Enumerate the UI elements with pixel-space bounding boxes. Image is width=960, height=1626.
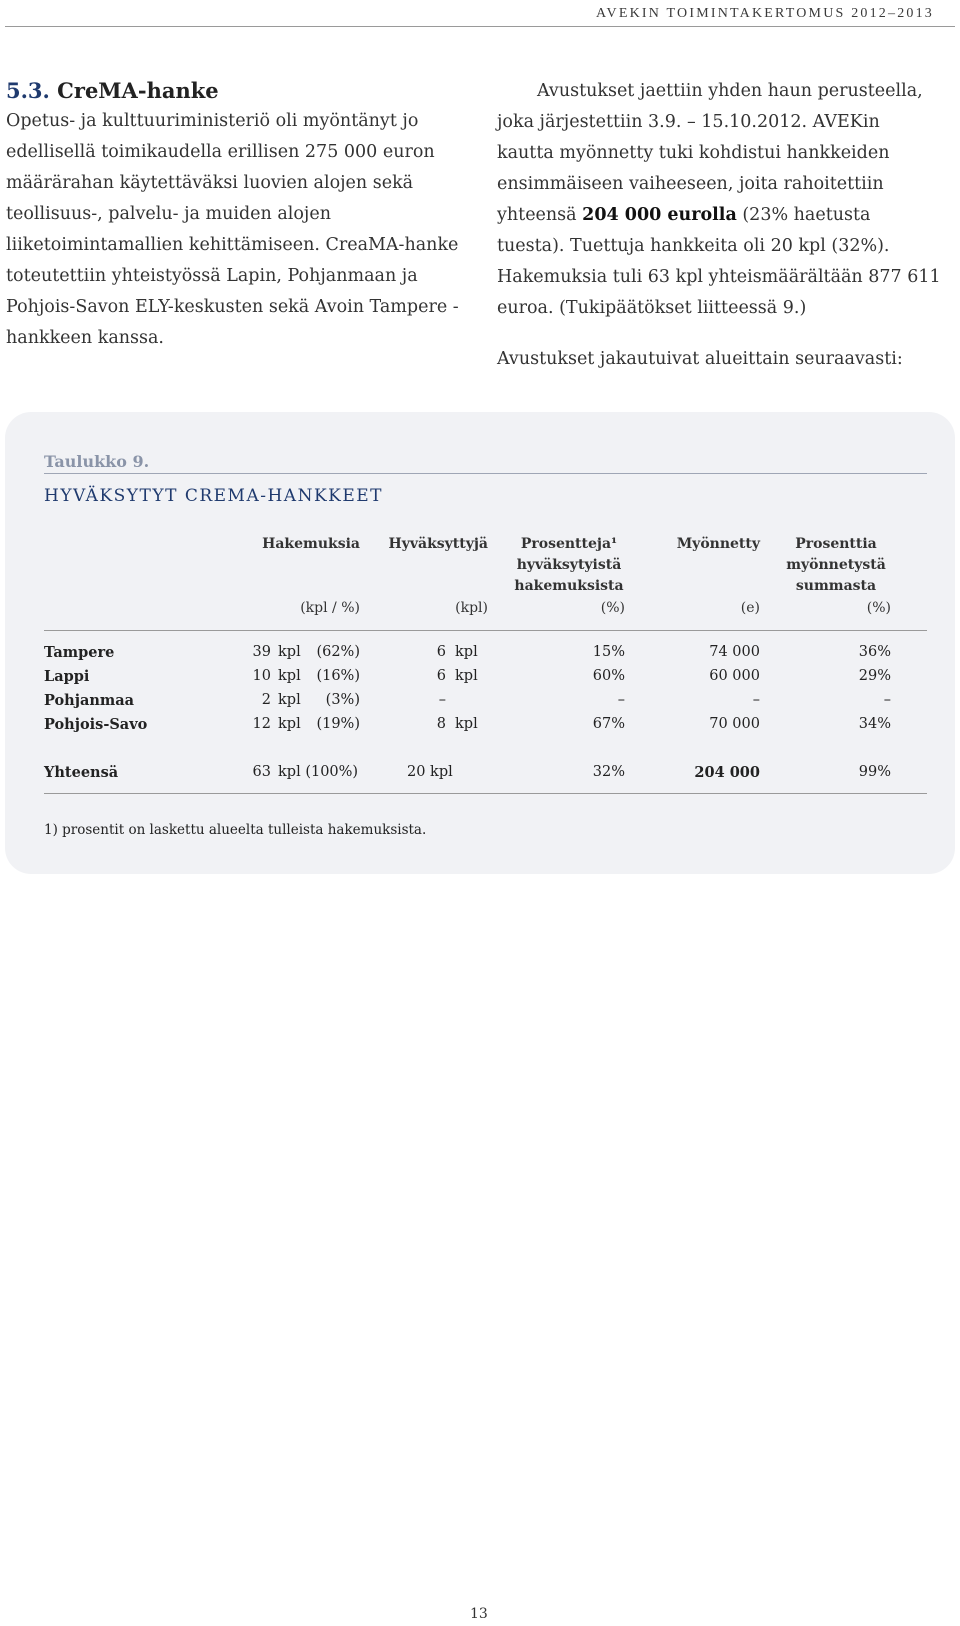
section-title xyxy=(6,76,461,106)
header-percent-granted xyxy=(778,534,894,597)
table-panel xyxy=(5,412,955,874)
row-approved-unit: kpl xyxy=(455,668,478,684)
section-heading: CreMA-hanke xyxy=(57,78,219,103)
row-approved-count: 8 xyxy=(436,716,446,732)
row-app-percent: (3%) xyxy=(325,692,360,708)
row-app-count: 39 xyxy=(252,644,271,660)
row-app-percent: (16%) xyxy=(316,668,360,684)
header-percent-granted-line2: myönnetystä xyxy=(786,557,886,573)
unit-percent-approved: (%) xyxy=(600,600,625,616)
table-title: HYVÄKSYTYT CREMA-HANKKEET xyxy=(44,486,384,506)
row-percent-approved: – xyxy=(617,692,625,708)
row-granted: 74 000 xyxy=(709,644,760,660)
row-app-unit: kpl xyxy=(278,644,301,660)
right-column xyxy=(497,76,942,375)
unit-percent-granted: (%) xyxy=(866,600,891,616)
row-percent-approved: 15% xyxy=(592,644,625,660)
total-label: Yhteensä xyxy=(44,764,119,781)
total-percent-granted: 99% xyxy=(858,764,891,780)
row-approved-count: 6 xyxy=(436,668,446,684)
row-percent-granted: – xyxy=(883,692,891,708)
total-granted: 204 000 xyxy=(694,764,760,781)
paragraph-areas-intro: Avustukset jakautuivat alueittain seuraavasti: xyxy=(497,349,903,369)
row-region: Pohjanmaa xyxy=(44,692,135,709)
table-total-row xyxy=(5,764,955,788)
unit-approved: (kpl) xyxy=(455,600,488,616)
total-percent-approved: 32% xyxy=(592,764,625,780)
running-header: AVEKIN TOIMINTAKERTOMUS 2012–2013 xyxy=(596,6,934,21)
paragraph-grants xyxy=(497,76,942,324)
row-approved-unit: kpl xyxy=(455,716,478,732)
header-approved: Hyväksyttyjä xyxy=(388,536,488,552)
unit-applications: (kpl / %) xyxy=(300,600,360,616)
row-app-percent: (62%) xyxy=(316,644,360,660)
table-rule-top xyxy=(44,630,927,631)
row-approved-count: – xyxy=(438,692,446,708)
page-number: 13 xyxy=(470,1606,488,1622)
header-percent-granted-line3: summasta xyxy=(795,578,877,594)
row-percent-granted: 34% xyxy=(858,716,891,732)
table-footnote: 1) prosentit on laskettu alueelta tulleista hakemuksista. xyxy=(44,822,427,838)
paragraph-grants-part2: (23% haetusta tuesta). Tuettuja hankkeita oli 20 kpl (32%). Hakemuksia tuli 63 kpl yhteismäärältään 877 611 euroa. (Tukipäätökset liitteessä 9.) xyxy=(497,205,941,318)
paragraph-intro: Opetus- ja kulttuuriministeriö oli myöntänyt jo edellisellä toimikaudella erillisen 275 000 euron määrärahan käytettäväksi luovien alojen sekä teollisuus-, palvelu- ja muiden alojen liiketoimintamallien kehittämiseen. CreaMA-hanke toteutettiin yhteistyössä Lapin, Pohjanmaan ja Pohjois-Savon ELY-keskusten sekä Avoin Tampere -hankkeen kanssa. xyxy=(6,111,459,348)
header-granted: Myönnetty xyxy=(676,536,760,552)
total-approved: 20 kpl xyxy=(407,764,453,780)
row-region: Tampere xyxy=(44,644,115,661)
total-app-unit: kpl (100%) xyxy=(278,764,359,780)
row-app-unit: kpl xyxy=(278,692,301,708)
row-granted: 70 000 xyxy=(709,716,760,732)
table-label-rule xyxy=(44,473,927,474)
header-percent-approved-line2: hyväksytyistä xyxy=(516,557,622,573)
table-row xyxy=(5,692,955,716)
row-percent-approved: 60% xyxy=(592,668,625,684)
row-granted: – xyxy=(752,692,760,708)
table-rule-bottom xyxy=(44,793,927,794)
table-row xyxy=(5,668,955,692)
row-region: Lappi xyxy=(44,668,90,685)
table-row xyxy=(5,716,955,740)
section-number: 5.3. xyxy=(6,78,50,103)
header-percent-approved-line3: hakemuksista xyxy=(514,578,624,594)
row-granted: 60 000 xyxy=(709,668,760,684)
header-percent-approved-line1: Prosentteja¹ xyxy=(520,536,618,552)
row-percent-granted: 29% xyxy=(858,668,891,684)
row-region: Pohjois-Savo xyxy=(44,716,148,733)
row-percent-approved: 67% xyxy=(592,716,625,732)
header-applications: Hakemuksia xyxy=(262,536,360,552)
header-percent-granted-line1: Prosenttia xyxy=(795,536,877,552)
total-app-count: 63 xyxy=(252,764,271,780)
row-approved-count: 6 xyxy=(436,644,446,660)
row-app-count: 2 xyxy=(261,692,271,708)
unit-granted: (e) xyxy=(740,600,760,616)
row-app-percent: (19%) xyxy=(316,716,360,732)
left-column xyxy=(6,76,461,354)
paragraph-grants-part1: Avustukset jaettiin yhden haun perusteella, joka järjestettiin 3.9. – 15.10.2012. AVEKin kautta myönnetty tuki kohdistui hankkeiden ensimmäiseen vaiheeseen, joita rahoitettiin yhteensä xyxy=(497,81,923,225)
row-approved-unit: kpl xyxy=(455,644,478,660)
row-app-unit: kpl xyxy=(278,668,301,684)
row-percent-granted: 36% xyxy=(858,644,891,660)
paragraph-grants-bold-amount: 204 000 eurolla xyxy=(582,205,737,225)
header-percent-approved xyxy=(505,534,633,597)
table-label: Taulukko 9. xyxy=(44,452,150,471)
row-app-unit: kpl xyxy=(278,716,301,732)
table-row xyxy=(5,644,955,668)
row-app-count: 10 xyxy=(252,668,271,684)
row-app-count: 12 xyxy=(252,716,271,732)
